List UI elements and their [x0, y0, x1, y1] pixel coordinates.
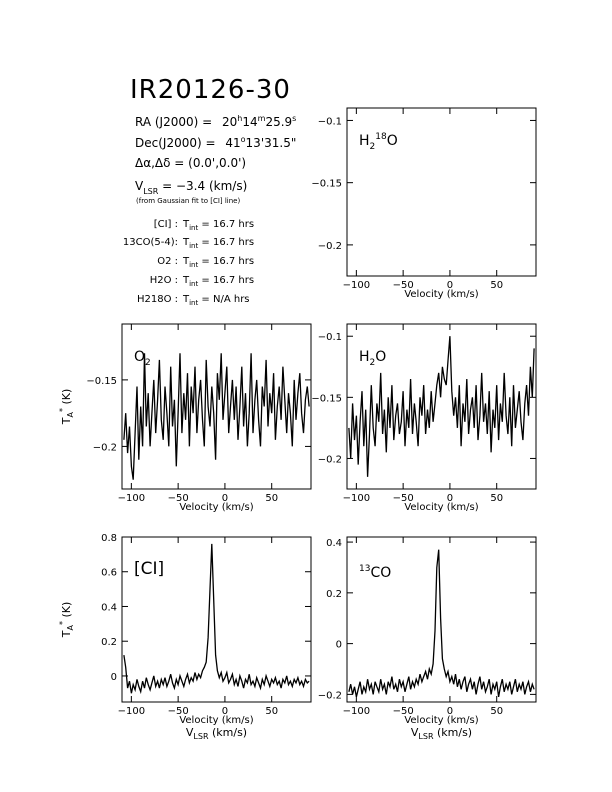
- y-tick-label: 0.6: [101, 567, 117, 579]
- ra-s-unit: s: [292, 114, 297, 123]
- ra-s: 25.9: [265, 115, 293, 129]
- x-tick-label: −100: [117, 493, 146, 504]
- x-axis-label: Velocity (km/s): [179, 715, 254, 726]
- x-tick-label: −50: [167, 706, 189, 717]
- integration-time: $T_{int} = 16.7$ hrs: [183, 237, 255, 250]
- y-axis-label: $T_A^*$ (K): [58, 601, 75, 638]
- x-axis-label-vlsr: $V_{LSR}$ (km/s): [410, 726, 473, 741]
- dec-deg: 41: [225, 136, 241, 150]
- spectra-panels: [58, 108, 536, 741]
- x-axis-label-vlsr: $V_{LSR}$ (km/s): [185, 726, 248, 741]
- x-axis-label: Velocity (km/s): [404, 502, 479, 513]
- panel-label: [CI]: [134, 559, 165, 579]
- vlsr-note: (from Gaussian fit to [CI] line): [136, 197, 241, 205]
- x-tick-label: 0: [221, 493, 229, 504]
- integration-row: [123, 237, 254, 250]
- offset-line: Δα,Δδ = (0.0',0.0'): [135, 156, 247, 170]
- x-axis-label: Velocity (km/s): [404, 289, 479, 300]
- source-title: IR20126-30: [130, 75, 291, 105]
- panel-13co: [318, 537, 536, 741]
- integration-row: [157, 256, 254, 269]
- x-tick-label: 0: [221, 706, 229, 717]
- x-tick-label: −50: [392, 706, 414, 717]
- y-tick-label: 0: [335, 639, 342, 651]
- y-axis-label: $T_A^*$ (K): [58, 388, 75, 425]
- ra-line: [135, 114, 296, 129]
- panel-o2: [58, 324, 311, 513]
- integration-line-name: 13CO(5-4):: [122, 237, 178, 248]
- y-tick-label: −0.2: [317, 240, 342, 252]
- y-tick-label: −0.1: [317, 116, 342, 128]
- dec-deg-unit: o: [240, 135, 246, 144]
- y-tick-label: 0.4: [326, 538, 342, 550]
- integration-row: [150, 275, 254, 288]
- y-tick-label: 0.2: [326, 588, 342, 600]
- integration-line-name: H2O :: [149, 275, 178, 286]
- panel-label: $^{13}$CO: [359, 564, 392, 581]
- vlsr-line: [135, 179, 247, 196]
- integration-table: [123, 219, 254, 307]
- x-tick-label: −100: [342, 280, 371, 291]
- y-tick-label: −0.15: [311, 178, 342, 190]
- x-tick-label: 50: [490, 493, 504, 504]
- y-tick-label: 0.2: [101, 637, 117, 649]
- integration-time: $T_{int} = N/A$ hrs: [183, 294, 250, 307]
- dec-line: [135, 135, 296, 150]
- x-axis-label: Velocity (km/s): [404, 715, 479, 726]
- x-axis-label: Velocity (km/s): [179, 502, 254, 513]
- integration-row: [154, 219, 254, 232]
- vlsr-v: V: [135, 179, 144, 193]
- x-tick-label: 50: [490, 706, 504, 717]
- y-tick-label: −0.15: [311, 393, 342, 405]
- vlsr-sub: LSR: [143, 187, 159, 196]
- integration-row: [137, 294, 250, 307]
- panel-h2o: [311, 324, 536, 513]
- x-tick-label: 0: [446, 706, 454, 717]
- integration-time: $T_{int} = 16.7$ hrs: [183, 275, 255, 288]
- dec-label: Dec(J2000) =: [135, 136, 216, 150]
- panel-h2-18o: [311, 108, 536, 300]
- y-tick-label: −0.2: [92, 442, 117, 454]
- x-tick-label: −100: [117, 706, 146, 717]
- x-tick-label: 50: [265, 493, 279, 504]
- x-tick-label: −50: [167, 493, 189, 504]
- panel-label: $H_2^{18}O$: [359, 132, 398, 152]
- integration-line-name: H218O :: [136, 294, 178, 305]
- x-tick-label: 0: [446, 280, 454, 291]
- integration-line-name: [CI] :: [153, 219, 178, 230]
- ra-label: RA (J2000) =: [135, 115, 213, 129]
- x-tick-label: −50: [392, 280, 414, 291]
- ra-m-unit: m: [257, 114, 266, 123]
- x-tick-label: −50: [392, 493, 414, 504]
- x-tick-label: −100: [342, 493, 371, 504]
- y-tick-label: 0.8: [101, 533, 117, 544]
- x-tick-label: 50: [490, 280, 504, 291]
- x-tick-label: 50: [265, 706, 279, 717]
- vlsr-value: = −3.4 (km/s): [158, 179, 248, 193]
- y-tick-label: 0: [110, 671, 117, 683]
- integration-line-name: O2 :: [157, 256, 178, 267]
- ra-h-unit: h: [237, 114, 243, 123]
- plot-frame: [347, 537, 536, 702]
- y-tick-label: −0.1: [317, 332, 342, 344]
- x-tick-label: −100: [342, 706, 371, 717]
- ra-h: 20: [222, 115, 238, 129]
- ra-m: 14: [242, 115, 258, 129]
- y-tick-label: −0.2: [317, 454, 342, 466]
- y-tick-label: −0.15: [86, 375, 117, 387]
- integration-time: $T_{int} = 16.7$ hrs: [183, 219, 255, 232]
- spectrum-line: [124, 353, 309, 479]
- integration-time: $T_{int} = 16.7$ hrs: [183, 256, 255, 269]
- x-tick-label: 0: [446, 493, 454, 504]
- y-tick-label: −0.2: [317, 690, 342, 702]
- panel-label: $O_2$: [134, 349, 151, 368]
- panel-label: $H_2O$: [359, 349, 387, 368]
- panel-ci: [58, 533, 311, 741]
- dec-rest: 13'31.5": [245, 136, 297, 150]
- y-tick-label: 0.4: [101, 602, 117, 614]
